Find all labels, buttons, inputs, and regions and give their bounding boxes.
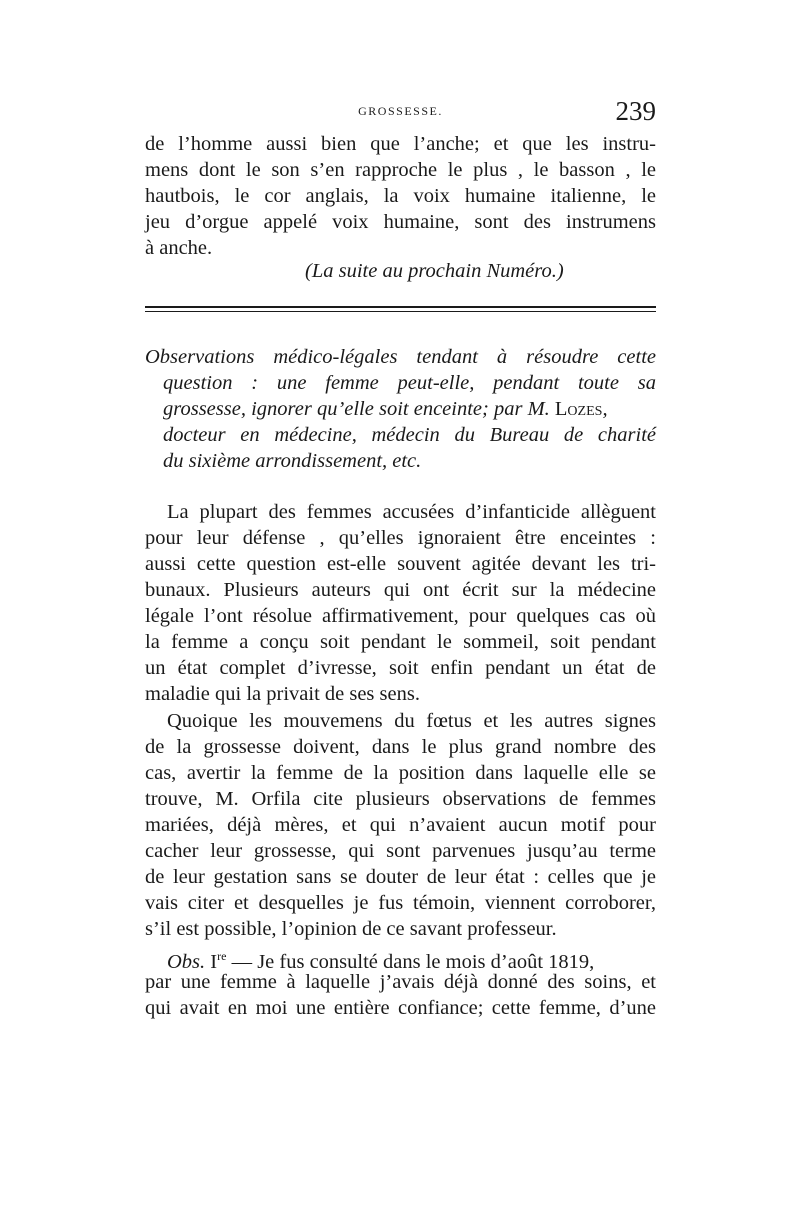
- article-title-line: du sixième arrondissement, etc.: [163, 450, 422, 472]
- paragraph-line: de leur gestation sans se douter de leur état : celles que je: [145, 866, 656, 888]
- article-title-line: docteur en médecine, médecin du Bureau de charité: [163, 424, 656, 446]
- paragraph-line: trouve, M. Orfila cite plusieurs observations de femmes: [145, 788, 656, 810]
- running-title: GROSSESSE.: [358, 104, 443, 118]
- obs-first-line-text: — Je fus consulté dans le mois d’août 1819,: [231, 950, 595, 973]
- author-punctuation: ,: [602, 398, 608, 420]
- paragraph-line: La plupart des femmes accusées d’infanticide allèguent: [167, 501, 656, 523]
- paragraph-line: pour leur défense , qu’elles ignoraient être enceintes :: [145, 527, 656, 549]
- article-title-line-with-author: [163, 396, 656, 422]
- text-line: à anche.: [145, 237, 213, 259]
- obs-numeral-suffix: re: [217, 949, 227, 963]
- paragraph-line: s’il est possible, l’opinion de ce savant professeur.: [145, 918, 557, 940]
- obs-label: Obs.: [167, 950, 206, 973]
- paragraph-line: cas, avertir la femme de la position dans laquelle elle se: [145, 762, 656, 784]
- page-number: 239: [615, 96, 656, 126]
- paragraph-line: un état complet d’ivresse, soit enfin pendant un état de: [145, 657, 656, 679]
- article-title-text: grossesse, ignorer qu’elle soit enceinte; par M.: [163, 398, 550, 420]
- text-line: mens dont le son s’en rapproche le plus , le basson , le: [145, 159, 656, 181]
- to-be-continued-note: (La suite au prochain Numéro.): [305, 260, 564, 282]
- paragraph-line: la femme a conçu soit pendant le sommeil, soit pendant: [145, 631, 656, 653]
- paragraph-line: par une femme à laquelle j’avais déjà donné des soins, et: [145, 971, 656, 993]
- paragraph-line: vais citer et desquelles je fus témoin, viennent corroborer,: [145, 892, 656, 914]
- article-title-line: Observations médico-légales tendant à résoudre cette: [145, 346, 656, 368]
- separator-rule-thick: [145, 306, 656, 308]
- text-line: de l’homme aussi bien que l’anche; et que les instru-: [145, 133, 656, 155]
- obs-numeral: I: [210, 950, 218, 973]
- paragraph-line: aussi cette question est-elle souvent agitée devant les tri-: [145, 553, 656, 575]
- paragraph-line: légale l’ont résolue affirmativement, pour quelques cas où: [145, 605, 656, 627]
- paragraph-line: cacher leur grossesse, qui sont parvenues jusqu’au terme: [145, 840, 656, 862]
- article-title-line: question : une femme peut-elle, pendant toute sa: [163, 372, 656, 394]
- paragraph-line: maladie qui la privait de ses sens.: [145, 683, 420, 705]
- paragraph-line: qui avait en moi une entière confiance; cette femme, d’une: [145, 997, 656, 1019]
- paragraph-line: de la grossesse doivent, dans le plus grand nombre des: [145, 736, 656, 758]
- section-separator: [145, 306, 656, 316]
- paragraph-line: bunaux. Plusieurs auteurs qui ont écrit sur la médecine: [145, 579, 656, 601]
- text-line: jeu d’orgue appelé voix humaine, sont des instrumens: [145, 211, 656, 233]
- paragraph-line: Quoique les mouvemens du fœtus et les autres signes: [167, 710, 656, 732]
- separator-rule-thin: [145, 311, 656, 312]
- running-head: [145, 96, 656, 128]
- author-name: Lozes: [554, 398, 603, 420]
- paragraph-line: mariées, déjà mères, et qui n’avaient aucun motif pour: [145, 814, 656, 836]
- text-line: hautbois, le cor anglais, la voix humaine italienne, le: [145, 185, 656, 207]
